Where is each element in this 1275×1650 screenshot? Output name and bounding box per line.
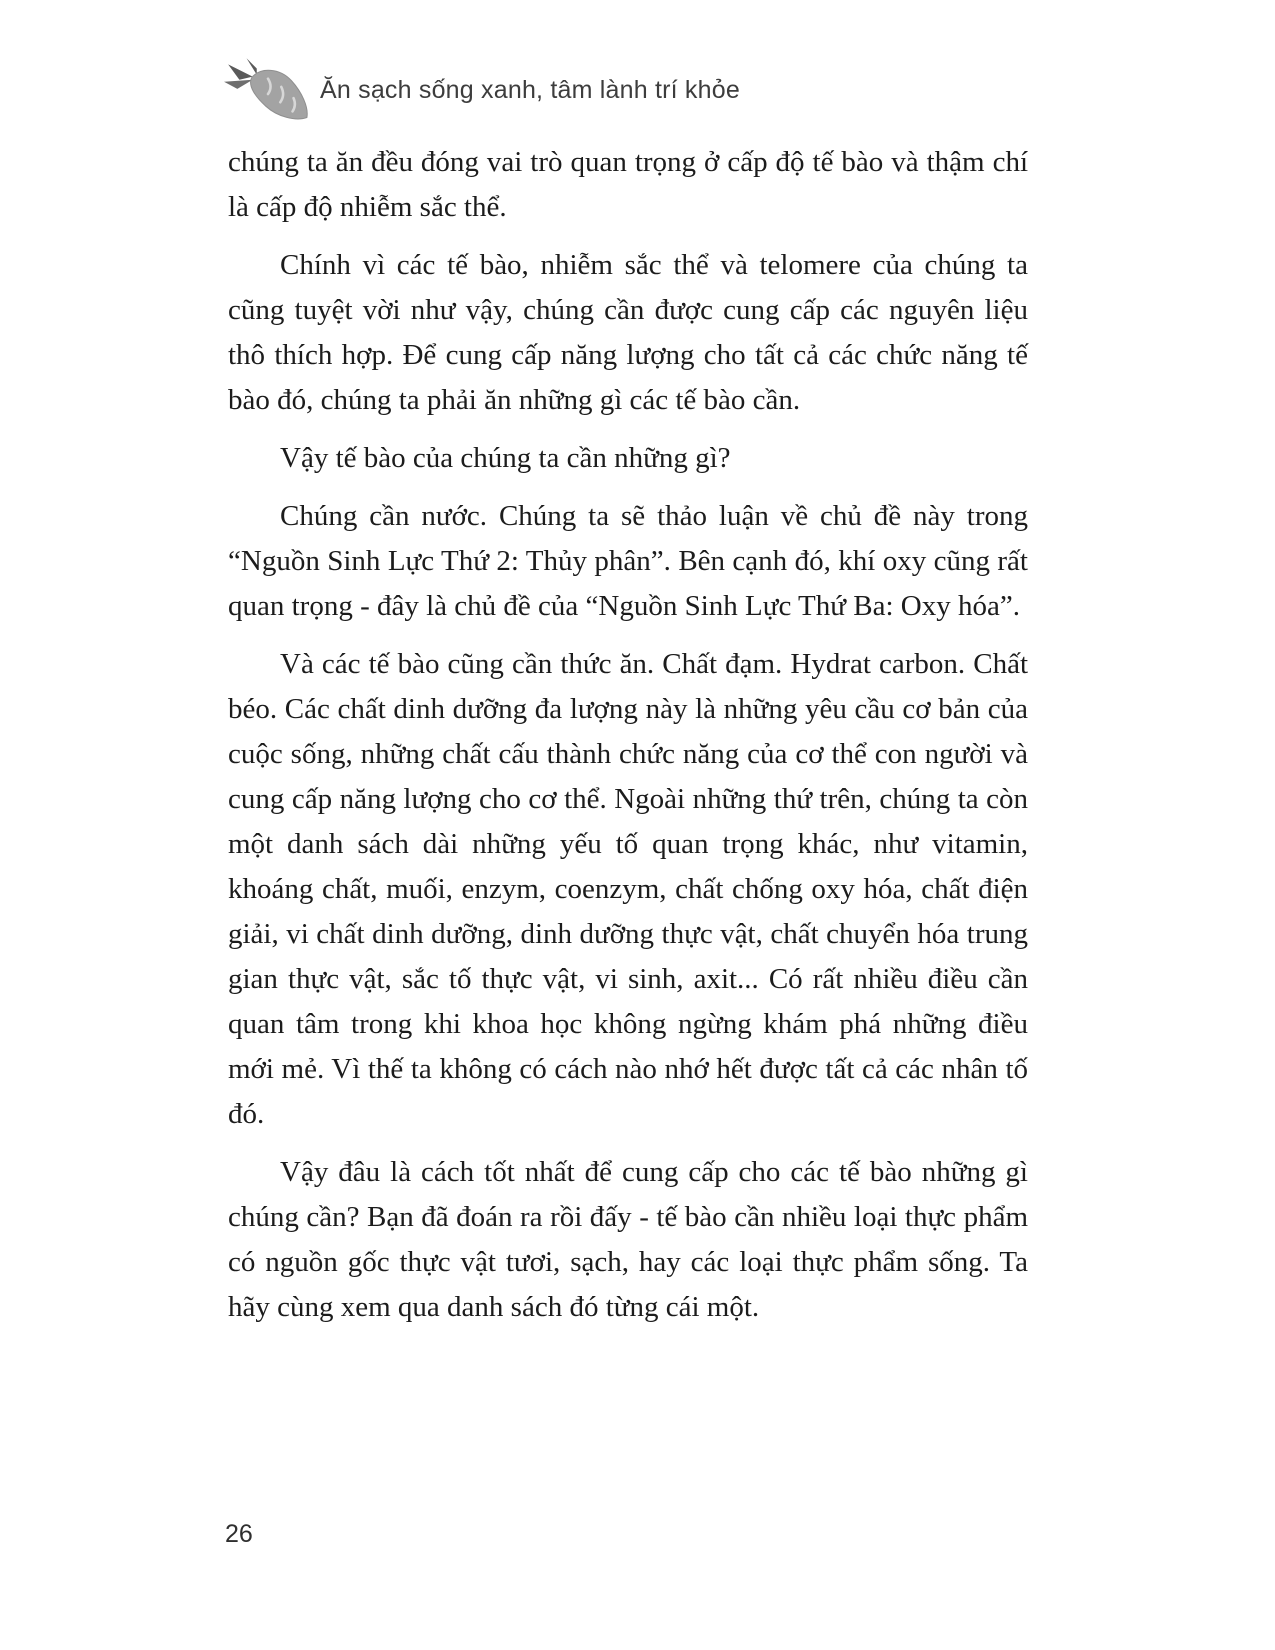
page-header: [222, 56, 740, 128]
carrot-icon: [222, 56, 314, 128]
paragraph-continuation: chúng ta ăn đều đóng vai trò quan trọng ở cấp độ tế bào và thậm chí là cấp độ nhiễm sắc thể.: [228, 146, 1028, 223]
paragraph: Chúng cần nước. Chúng ta sẽ thảo luận về chủ đề này trong “Nguồn Sinh Lực Thứ 2: Thủy phân”. Bên cạnh đó, khí oxy cũng rất quan trọng - đây là chủ đề của “Nguồn Sinh Lực Thứ Ba: Oxy hóa”.: [228, 500, 1028, 622]
paragraph: Chính vì các tế bào, nhiễm sắc thể và telomere của chúng ta cũng tuyệt vời như vậy, chúng cần được cung cấp các nguyên liệu thô thích hợp. Để cung cấp năng lượng cho tất cả các chức năng tế bào đó, chúng ta phải ăn những gì các tế bào cần.: [228, 249, 1028, 416]
page-number: 26: [225, 1520, 253, 1548]
paragraph: Vậy đâu là cách tốt nhất để cung cấp cho các tế bào những gì chúng cần? Bạn đã đoán ra rồi đấy - tế bào cần nhiều loại thực phẩm có nguồn gốc thực vật tươi, sạch, hay các loại thực phẩm sống. Ta hãy cùng xem qua danh sách đó từng cái một.: [228, 1156, 1028, 1323]
carrot-leaf: [247, 58, 257, 74]
running-head-title: Ăn sạch sống xanh, tâm lành trí khỏe: [320, 75, 740, 104]
carrot-leaf: [224, 80, 253, 89]
body-text-column: [228, 140, 1028, 1343]
carrot-body: [251, 70, 308, 119]
paragraph: Vậy tế bào của chúng ta cần những gì?: [280, 442, 731, 474]
paragraph: Và các tế bào cũng cần thức ăn. Chất đạm. Hydrat carbon. Chất béo. Các chất dinh dưỡng đa lượng này là những yêu cầu cơ bản của cuộc sống, những chất cấu thành chức năng của cơ thể con người và cung cấp năng lượng cho cơ thể. Ngoài những thứ trên, chúng ta còn một danh sách dài những yếu tố quan trọng khác, như vitamin, khoáng chất, muối, enzym, coenzym, chất chống oxy hóa, chất điện giải, vi chất dinh dưỡng, dinh dưỡng thực vật, chất chuyển hóa trung gian thực vật, sắc tố thực vật, vi sinh, axit... Có rất nhiều điều cần quan tâm trong khi khoa học không ngừng khám phá những điều mới mẻ. Vì thế ta không có cách nào nhớ hết được tất cả các nhân tố đó.: [228, 648, 1028, 1130]
carrot-leaf: [228, 64, 253, 79]
